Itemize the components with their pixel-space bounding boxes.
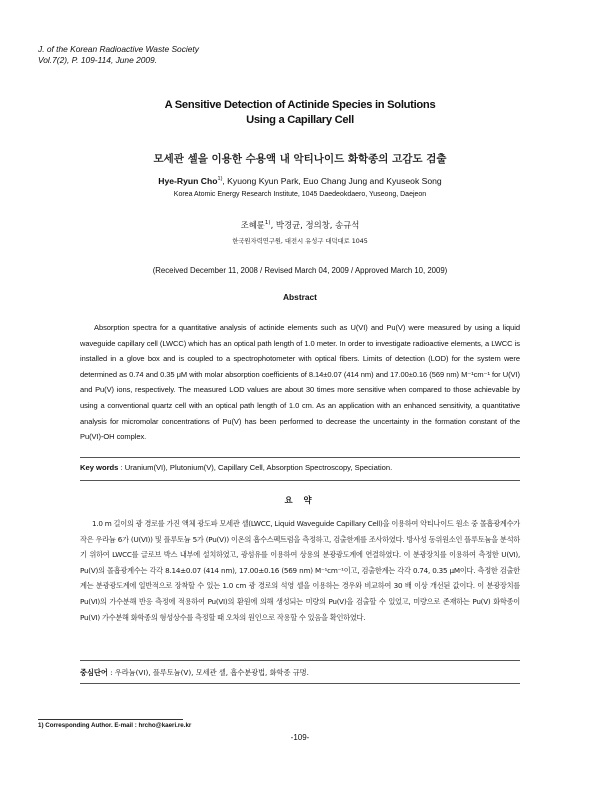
- paper-title-line-2: Using a Capillary Cell: [246, 114, 354, 126]
- keywords-bottom-rule: [80, 480, 520, 481]
- keywords: [80, 463, 520, 472]
- korean-coauthors: , 박경균, 정의창, 송규석: [270, 220, 360, 230]
- korean-affiliation: 한국원자력연구원, 대전시 유성구 대덕대로 1045: [232, 238, 368, 245]
- keywords-text: Uranium(VI), Plutonium(V), Capillary Cell, Absorption Spectroscopy, Speciation.: [124, 463, 393, 472]
- abstract-text: Absorption spectra for a quantitative analysis of actinide elements such as U(VI) and Pu(V) were measured by using a liquid waveguide capillary cell (LWCC) which has an optical path length of 1.0 meter. In order to investigate radioactive elements, a LWCC is installed in a glove box and is coupled to a spectrophotometer with optical fibers. Limits of detection (LOD) for the system were determined as 0.74 and 0.35 μM with molar absorption coefficients of 8.14±0.07 (414 nm) and 17.00±0.16 (569 nm) M⁻¹cm⁻¹ for U(VI) and Pu(V) ions, respectively. The measured LOD values are about 30 times more sensitive when compared to those achievable by using a conventional quartz cell with an optical path length of 1.0 cm. As an application with an enhanced sensitivity, a quantitative analysis for micromolar concentrations of Pu(V) has been performed to decrease the uncertainty in the formation constant of the Pu(VI)-OH complex.: [80, 323, 520, 442]
- journal-citation: [38, 44, 199, 65]
- journal-name: J. of the Korean Radioactive Waste Society: [38, 44, 199, 54]
- author-footnote-mark: 1): [217, 176, 223, 183]
- abstract-heading: Abstract: [283, 292, 317, 302]
- korean-keywords-top-rule: [80, 660, 520, 661]
- keywords-label: Key words: [80, 463, 119, 472]
- korean-keywords-text: 우라늄(VI), 플루토늄(V), 모세관 셀, 흡수분광법, 화학종 규명.: [114, 668, 309, 677]
- keywords-top-rule: [80, 457, 520, 458]
- korean-abstract-text: 1.0 m 길이의 광 경로를 가진 액체 광도파 모세관 셀(LWCC, Liquid Waveguide Capillary Cell)을 이용하여 악티나이드 원소 중 몰흡광계수가 작은 우라늄 6가 (U(VI)) 및 플루토늄 5가 (Pu(V)) 이온의 흡수스펙트럼을 측정하고, 검출한계를 조사하였다. 방사성 동위원소인 플루토늄을 분석하기 위하여 LWCC를 글로브 박스 내부에 설치하였고, 광섬유를 이용하여 상용의 분광광도계에 연결하였다. 이 분광장치를 이용하여 측정한 U(VI), Pu(V)의 몰흡광계수는 각각 8.14±0.07 (414 nm), 17.00±0.16 (569 nm) M⁻¹cm⁻¹이고, 검출한계는 각각 0.74, 0.35 μM이다. 측정한 검출한계는 분광광도계에 일반적으로 장착할 수 있는 1.0 cm 광 경로의 석영 셀을 이용하는 경우와 비교하여 30 배 이상 개선된 값이다. 이 분광장치를 Pu(VI)의 가수분해 반응 측정에 적용하여 Pu(VI)의 환원에 의해 생성되는 미량의 Pu(V)을 검출할 수 있었고, 미량으로 존재하는 Pu(V) 화학종이 Pu(VI) 가수분해 화학종의 형성상수를 측정할 때 오차의 원인으로 작용할 수 있음을 확인하였다.: [80, 519, 520, 622]
- keywords-separator: :: [118, 463, 125, 472]
- footnote: 1) Corresponding Author. E-mail : hrcho@kaeri.re.kr: [38, 722, 192, 729]
- page-number: -109-: [290, 733, 310, 742]
- paper-title-line-1: A Sensitive Detection of Actinide Species in Solutions: [164, 99, 436, 111]
- received-dates: (Received December 11, 2008 / Revised March 04, 2009 / Approved March 10, 2009): [152, 266, 448, 275]
- korean-keywords-label: 중심단어: [80, 668, 108, 677]
- korean-author-footnote-mark: 1): [264, 220, 271, 227]
- journal-volume: Vol.7(2), P. 109-114, June 2009.: [38, 54, 158, 65]
- affiliation: Korea Atomic Energy Research Institute, 1045 Daedeokdaero, Yuseong, Daejeon: [173, 191, 427, 198]
- korean-keywords-separator: :: [107, 668, 115, 677]
- korean-corresponding-author: 조혜륜: [240, 220, 265, 230]
- coauthors: , Kyuong Kyun Park, Euo Chang Jung and Kyuseok Song: [222, 176, 442, 186]
- footnote-rule: [38, 719, 183, 720]
- korean-author-list: [40, 219, 560, 231]
- corresponding-author: Hye-Ryun Cho: [158, 176, 218, 186]
- author-list: [40, 176, 560, 186]
- korean-title: 모세관 셀을 이용한 수용액 내 악티나이드 화학종의 고감도 검출: [153, 153, 447, 165]
- korean-keywords-bottom-rule: [80, 683, 520, 684]
- korean-abstract-heading: 요 약: [284, 495, 316, 505]
- korean-keywords: [80, 668, 520, 678]
